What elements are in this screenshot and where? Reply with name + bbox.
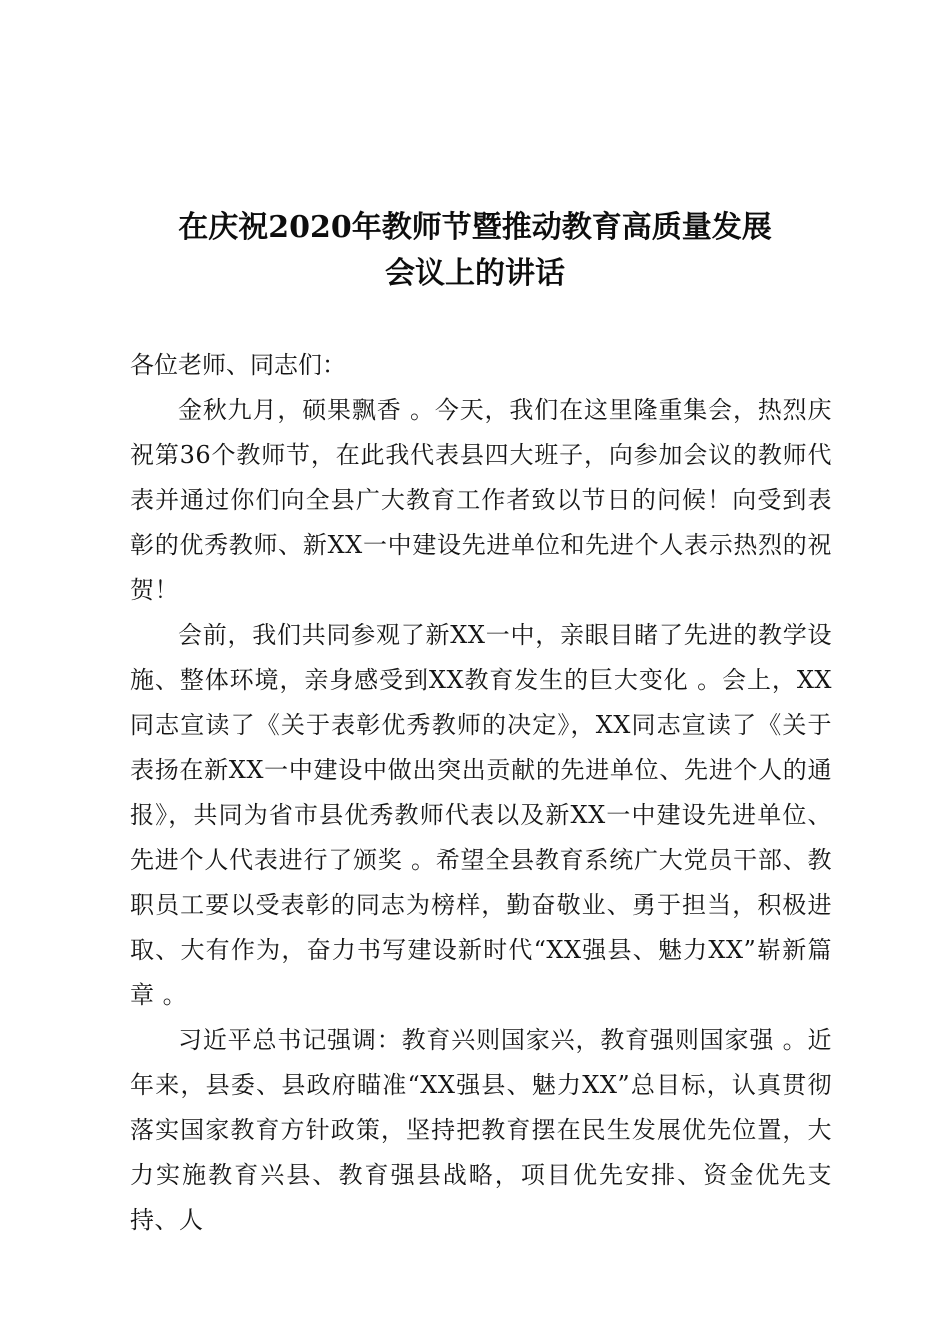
paragraph-2: 会前，我们共同参观了新XX一中，亲眼目睹了先进的教学设施、整体环境，亲身感受到XX教育发生的巨大变化 。会上，XX同志宣读了《关于表彰优秀教师的决定》，XX同志宣读了《关于表扬在新XX一中建设中做出突出贡献的先进单位、先进个人的通报》，共同为省市县优秀教师代表以及新XX一中建设先进单位、先进个人代表进行了颁奖 。希望全县教育系统广大党员干部、教职员工要以受表彰的同志为榜样，勤奋敬业、勇于担当，积极进取、大有作为，奋力书写建设新时代“XX强县、魅力XX”崭新篇章 。	[130, 621, 832, 1009]
paragraph-1: 金秋九月，硕果飘香 。今天，我们在这里隆重集会，热烈庆祝第36个教师节，在此我代表县四大班子，向参加会议的教师代表并通过你们向全县广大教育工作者致以节日的问候！向受到表彰的优秀教师、新XX一中建设先进单位和先进个人表示热烈的祝贺！	[130, 396, 832, 604]
paragraph-3: 习近平总书记强调：教育兴则国家兴，教育强则国家强 。近年来，县委、县政府瞄准“XX强县、魅力XX”总目标，认真贯彻落实国家教育方针政策，坚持把教育摆在民生发展优先位置，大力实施教育兴县、教育强县战略，项目优先安排、资金优先支持、人	[130, 1026, 832, 1234]
title-line-2: 会议上的讲话	[385, 256, 565, 291]
title-line-1: 在庆祝2020年教师节暨推动教育高质量发展	[178, 210, 772, 245]
salutation: 各位老师、同志们：	[130, 351, 346, 379]
document-body	[130, 343, 832, 1243]
document-title	[0, 205, 950, 297]
